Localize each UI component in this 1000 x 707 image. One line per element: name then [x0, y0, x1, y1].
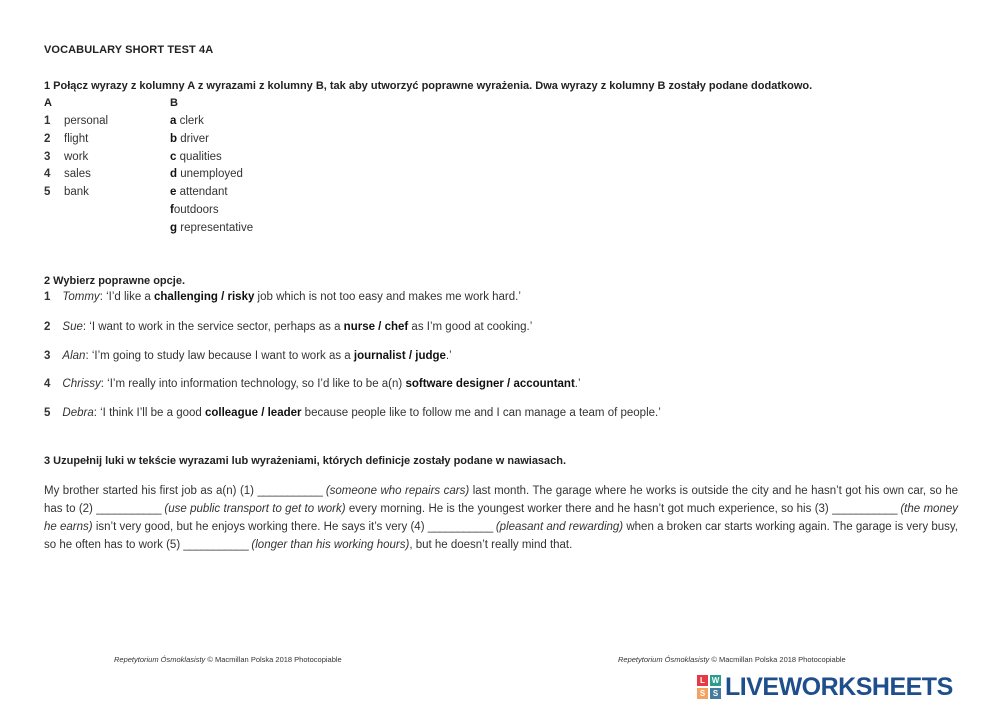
gap-fill-paragraph — [44, 482, 958, 554]
text-segment: My brother started his first job as a(n) (1) — [44, 485, 258, 497]
gap-2-definition: (use public transport to get to work) — [164, 503, 346, 515]
gap-1-definition: (someone who repairs cars) — [325, 485, 470, 497]
list-item — [44, 186, 89, 198]
section2-instruction: 2 Wybierz poprawne opcje. — [44, 275, 185, 287]
footer-right — [618, 655, 846, 664]
question-3 — [44, 350, 452, 362]
list-item — [44, 168, 91, 180]
item-word: unemployed — [180, 168, 243, 180]
question-number: 5 — [44, 407, 51, 419]
list-item — [170, 115, 204, 127]
question-number: 4 — [44, 378, 51, 390]
logo-tile: S — [697, 688, 708, 699]
item-word: personal — [64, 115, 109, 127]
footer-book: Repetytorium Ósmoklasisty — [114, 655, 206, 664]
list-item — [170, 222, 253, 234]
item-number: 2 — [44, 133, 51, 145]
list-item — [170, 151, 222, 163]
item-word: qualities — [179, 151, 222, 163]
question-number: 2 — [44, 321, 51, 333]
text-segment: every morning. He is the youngest worker there and he hasn’t got much experience, so his (3) — [345, 503, 833, 515]
item-word: attendant — [179, 186, 228, 198]
speaker: Chrissy — [62, 378, 101, 390]
gap-5-definition: (longer than his working hours) — [251, 539, 410, 551]
section1-instruction: 1 Połącz wyrazy z kolumny A z wyrazami z kolumny B, tak aby utworzyć poprawne wyrażenia. Dwa wyrazy z kolumny B zostały podane dodatkowo. — [44, 80, 813, 92]
question-number: 1 — [44, 291, 51, 303]
gap-3-definition: (the money he earns) — [44, 503, 958, 533]
gap-1-blank[interactable]: ___________ — [257, 485, 323, 497]
list-item — [170, 186, 228, 198]
column-a-header: A — [44, 97, 52, 109]
answer-options[interactable]: software designer / accountant — [405, 378, 575, 390]
question-text: : ‘I’m going to study law because I want to work as a — [85, 350, 354, 362]
item-word: bank — [64, 186, 89, 198]
question-number: 3 — [44, 350, 51, 362]
item-word: clerk — [179, 115, 204, 127]
list-item — [44, 133, 89, 145]
question-5 — [44, 407, 661, 419]
logo-tile: W — [711, 676, 720, 685]
item-letter: e — [170, 186, 177, 198]
item-word: representative — [180, 222, 254, 234]
text-segment: when a broken car starts working again. The garage is very busy, so he often has to work (5) — [44, 521, 958, 551]
text-segment: last month. The garage where he works is outside the city and he hasn’t got his own car, so he has to (2) — [44, 485, 959, 515]
item-letter: c — [170, 151, 177, 163]
item-number: 3 — [44, 151, 51, 163]
question-text: : ‘I’d like a — [99, 291, 155, 303]
logo-tile: S — [710, 688, 721, 699]
item-letter: b — [170, 133, 178, 145]
speaker: Debra — [62, 407, 94, 419]
item-number: 1 — [44, 115, 51, 127]
answer-options[interactable]: journalist / judge — [353, 350, 446, 362]
footer-book: Repetytorium Ósmoklasisty — [618, 655, 710, 664]
text-segment: , but he doesn’t really mind that. — [409, 539, 573, 551]
question-text: .’ — [445, 350, 452, 362]
question-text: job which is not too easy and makes me work hard.’ — [254, 291, 521, 303]
logo-tile: L — [697, 675, 708, 686]
question-1 — [44, 291, 521, 303]
item-word: driver — [180, 133, 209, 145]
item-number: 4 — [44, 168, 51, 180]
speaker: Sue — [62, 321, 83, 333]
list-item — [170, 133, 209, 145]
text-segment: isn’t very good, but he enjoys working there. He says it’s very (4) — [92, 521, 428, 533]
question-text: : ‘I think I’ll be a good — [93, 407, 205, 419]
answer-options[interactable]: challenging / risky — [154, 291, 255, 303]
answer-options[interactable]: colleague / leader — [204, 407, 302, 419]
item-word: outdoors — [173, 204, 219, 216]
speaker: Alan — [62, 350, 86, 362]
list-item — [44, 151, 89, 163]
liveworksheets-logo-icon — [697, 675, 721, 699]
item-letter: g — [170, 222, 178, 234]
item-letter: d — [170, 168, 178, 180]
gap-2-blank[interactable]: ___________ — [96, 503, 162, 515]
question-4 — [44, 378, 581, 390]
footer-copyright: © Macmillan Polska 2018 Photocopiable — [709, 655, 846, 664]
question-text: .’ — [574, 378, 581, 390]
question-2 — [44, 321, 532, 333]
question-text: because people like to follow me and I can manage a team of people.’ — [301, 407, 661, 419]
footer-left — [114, 655, 342, 664]
answer-options[interactable]: nurse / chef — [343, 321, 409, 333]
question-text: : ‘I’m really into information technology, so I’d like to be a(n) — [100, 378, 406, 390]
gap-4-blank[interactable]: ___________ — [427, 521, 493, 533]
page-title: VOCABULARY SHORT TEST 4A — [44, 44, 214, 56]
column-b-header: B — [170, 97, 178, 109]
item-letter: a — [170, 115, 177, 127]
footer-copyright: © Macmillan Polska 2018 Photocopiable — [205, 655, 342, 664]
question-text: : ‘I want to work in the service sector, perhaps as a — [82, 321, 344, 333]
gap-3-blank[interactable]: ___________ — [832, 503, 897, 515]
liveworksheets-brand[interactable] — [697, 672, 953, 702]
list-item — [44, 115, 109, 127]
brand-name: LIVEWORKSHEETS — [725, 672, 953, 701]
gap-5-blank[interactable]: ___________ — [183, 539, 249, 551]
speaker: Tommy — [62, 291, 100, 303]
item-number: 5 — [44, 186, 51, 198]
gap-4-definition: (pleasant and rewarding) — [495, 521, 624, 533]
item-word: sales — [64, 168, 91, 180]
item-word: work — [64, 151, 89, 163]
section3-instruction: 3 Uzupełnij luki w tekście wyrazami lub wyrażeniami, których definicje zostały podane w nawiasach. — [44, 455, 567, 467]
item-letter: f — [170, 204, 174, 216]
list-item — [170, 168, 243, 180]
item-word: flight — [64, 133, 89, 145]
list-item — [170, 204, 219, 216]
question-text: as I’m good at cooking.’ — [408, 321, 533, 333]
